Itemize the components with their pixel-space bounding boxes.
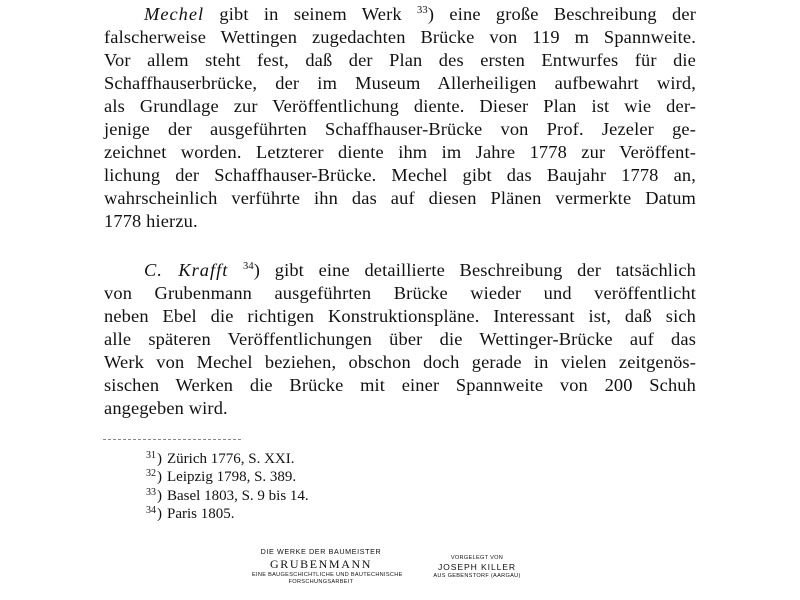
- line-text: gibt in seinem Werk: [204, 4, 418, 24]
- paragraph-line: jenige der ausgeführten Schaffhauser-Brücke von Prof. Jezeler ge-: [104, 119, 696, 139]
- footnote-divider: [103, 439, 241, 440]
- footnote-list: [146, 450, 309, 523]
- colophon-series: [252, 547, 403, 586]
- footnote-number: 31: [146, 450, 156, 461]
- line-text: ) gibt eine detaillierte Beschreibung der tatsächlich: [253, 260, 696, 280]
- author-name-krafft: C. Krafft: [144, 260, 229, 280]
- paragraph-line: alle späteren Veröffentlichungen über die Wettinger-Brücke auf das: [104, 329, 696, 349]
- paragraph-mechel: [104, 3, 696, 233]
- colophon-author: [418, 555, 536, 580]
- paragraph-line: Vor allem steht fest, daß der Plan des ersten Entwurfes für die: [104, 50, 696, 70]
- paragraph-line: sischen Werken die Brücke mit einer Spannweite von 200 Schuh: [104, 375, 696, 395]
- paragraph-line: von Grubenmann ausgeführten Brücke wieder und veröffentlicht: [104, 283, 696, 303]
- colophon-author-origin: AUS GEBENSTORF (AARGAU): [433, 573, 521, 579]
- line-text: ) eine große Beschreibung der: [427, 4, 696, 24]
- footnote-item: $^{31}$) Zürich 1776, S. XXI.: [146, 450, 295, 467]
- paragraph-line: neben Ebel die richtigen Konstruktionspläne. Interessant ist, daß sich: [104, 306, 696, 326]
- paragraph-line: [104, 259, 696, 282]
- colophon-subtitle: FORSCHUNGSARBEIT: [288, 579, 354, 585]
- paragraph-line: Schaffhauserbrücke, der im Museum Allerheiligen aufbewahrt wird,: [104, 73, 696, 93]
- footnote-text: Leipzig 1798, S. 389.: [167, 469, 297, 486]
- footnote-ref: 34: [242, 261, 254, 272]
- paragraph-line: [104, 3, 696, 26]
- colophon-series-heading: DIE WERKE DER BAUMEISTER: [260, 547, 382, 556]
- line-text: [228, 260, 243, 280]
- colophon-author-name: JOSEPH KILLER: [437, 562, 517, 572]
- colophon-series-title: GRUBENMANN: [269, 557, 372, 571]
- paragraph-line: zeichnet worden. Letzterer diente ihm im Jahre 1778 zur Veröffent-: [104, 142, 696, 162]
- footnote-item: $^{32}$) Leipzig 1798, S. 389.: [146, 468, 297, 486]
- footnote-text: Zürich 1776, S. XXI.: [167, 451, 295, 467]
- footnote-item: $^{33}$) Basel 1803, S. 9 bis 14.: [146, 486, 309, 504]
- colophon-presented-by: VORGELEGT VON: [450, 555, 504, 561]
- paragraph-line: als Grundlage zur Veröffentlichung diente. Dieser Plan ist wie der-: [104, 96, 696, 116]
- paragraph-krafft: [104, 259, 696, 420]
- paragraph-line: wahrscheinlich verführte ihn das auf diesen Plänen vermerkte Datum: [104, 188, 696, 208]
- footnote-text: Basel 1803, S. 9 bis 14.: [167, 487, 309, 504]
- colophon-subtitle: EINE BAUGESCHICHTLICHE UND BAUTECHNISCHE: [252, 572, 403, 578]
- paragraph-line: Werk von Mechel beziehen, obschon doch gerade in vielen zeitgenös-: [104, 352, 696, 372]
- paragraph-line: falscherweise Wettingen zugedachten Brücke von 119 m Spannweite.: [104, 27, 696, 47]
- footnote-ref: 33: [417, 5, 428, 16]
- footnote-number: 32: [146, 468, 156, 480]
- footnote-text: Paris 1805.: [167, 505, 235, 522]
- footnote-number: 33: [146, 486, 156, 498]
- paragraph-line: 1778 hierzu.: [104, 211, 198, 231]
- paragraph-line: lichung der Schaffhauser-Brücke. Mechel gibt das Baujahr 1778 an,: [104, 165, 696, 185]
- paragraph-line: angegeben wird.: [104, 398, 228, 418]
- author-name-mechel: Mechel: [144, 4, 205, 24]
- footnote-item: $^{34}$) Paris 1805.: [146, 504, 235, 522]
- footnote-number: 34: [146, 504, 156, 516]
